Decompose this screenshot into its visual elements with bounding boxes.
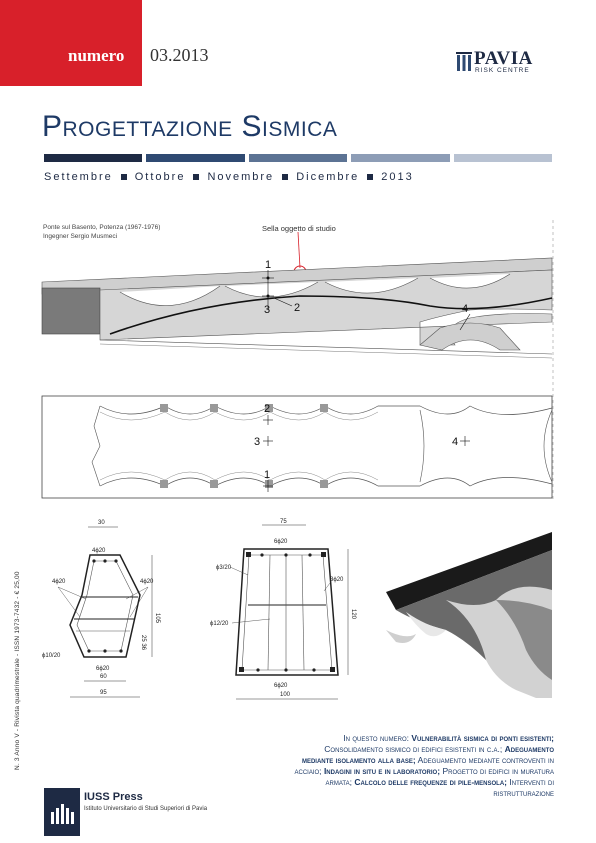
marker-label: 4 bbox=[452, 436, 459, 448]
dim-label: 105 bbox=[154, 613, 160, 624]
contents-item: Adeguamento mediante isolamento alla base; bbox=[301, 744, 554, 765]
stirrup-label: ϕ10/20 bbox=[42, 653, 61, 659]
square-separator-icon bbox=[367, 174, 373, 180]
dim-label: 60 bbox=[100, 674, 107, 680]
contents-item: Indagini in situ e in laboratorio; bbox=[323, 766, 441, 776]
issue-contents bbox=[292, 733, 554, 799]
stirrup-label: ϕ12/20 bbox=[210, 621, 229, 627]
rebar-label: 6ϕ20 bbox=[274, 539, 288, 545]
iuss-bars-icon bbox=[44, 788, 80, 836]
stripe bbox=[351, 154, 449, 162]
square-separator-icon bbox=[282, 174, 288, 180]
contents-item: Adeguamento mediante controventi in acciaio; bbox=[294, 755, 554, 776]
month: Settembre bbox=[44, 171, 113, 183]
year: 2013 bbox=[381, 171, 414, 183]
caption-line: Ponte sul Basento, Potenza (1967-1976) bbox=[43, 224, 161, 231]
bridge-3d-render bbox=[386, 530, 552, 700]
rebar-label: 4ϕ20 bbox=[92, 548, 106, 554]
dim-label: 30 bbox=[98, 520, 105, 526]
issn-price-vertical: N. 3 Anno V - Rivista quadrimestrale - ISSN 1973-7432 - € 25,00 bbox=[14, 571, 21, 770]
month: Ottobre bbox=[134, 171, 186, 183]
logo-subtitle: RISK CENTRE bbox=[475, 67, 530, 74]
contents-item: Interventi di ristrutturazione bbox=[493, 777, 554, 798]
columns-icon bbox=[456, 52, 472, 72]
stripe bbox=[249, 154, 347, 162]
header-red-block bbox=[0, 0, 142, 86]
stripe bbox=[44, 154, 142, 162]
contents-item: Vulnerabilità sismica di ponti esistenti; bbox=[411, 733, 554, 743]
rebar-label: 6ϕ20 bbox=[96, 666, 110, 672]
stripe bbox=[454, 154, 552, 162]
pavia-risk-centre-logo bbox=[456, 50, 546, 76]
title-word-1: Progettazione bbox=[42, 110, 233, 143]
bridge-technical-drawing bbox=[0, 210, 596, 510]
title-color-stripes bbox=[44, 154, 552, 162]
dim-label: 95 bbox=[100, 690, 107, 696]
callout-label: Sella oggetto di studio bbox=[262, 224, 336, 233]
contents-item: Consolidamento sismico di edifici esistenti in c.a.; bbox=[324, 744, 503, 754]
title-word-2: Sismica bbox=[241, 110, 338, 143]
caption-line: Ingegner Sergio Musmeci bbox=[43, 233, 118, 240]
issue-label: numero bbox=[68, 46, 125, 65]
contents-item: Calcolo delle frequenze di pile-mensola; bbox=[354, 777, 507, 787]
rebar-label: 4ϕ20 bbox=[52, 579, 66, 585]
press-subtitle: Istituto Universitario di Studi Superiori di Pavia bbox=[84, 806, 208, 812]
stripe bbox=[146, 154, 244, 162]
marker-label: 4 bbox=[462, 303, 469, 315]
issue-months bbox=[44, 171, 554, 183]
contents-intro: In questo numero: bbox=[343, 733, 409, 743]
rebar-label: 4ϕ20 bbox=[140, 579, 154, 585]
rebar-label: 6ϕ20 bbox=[274, 683, 288, 689]
iuss-logo bbox=[44, 788, 80, 836]
marker-label: 1 bbox=[265, 259, 272, 271]
marker-label: 2 bbox=[264, 403, 271, 415]
month: Novembre bbox=[207, 171, 275, 183]
month: Dicembre bbox=[296, 171, 360, 183]
magazine-title bbox=[42, 110, 562, 144]
marker-label: 1 bbox=[264, 469, 271, 481]
stirrup-label: ϕ3/20 bbox=[216, 565, 232, 571]
rebar-label: 3ϕ20 bbox=[330, 577, 344, 583]
press-name: IUSS Press bbox=[84, 791, 143, 803]
marker-label: 2 bbox=[294, 302, 301, 314]
dim-label: 100 bbox=[280, 692, 291, 698]
square-separator-icon bbox=[121, 174, 127, 180]
cross-section-drawings bbox=[30, 515, 380, 715]
dim-label: 120 bbox=[350, 609, 356, 620]
contents-item: Progetto di edifici in muratura armata; bbox=[325, 766, 554, 787]
square-separator-icon bbox=[193, 174, 199, 180]
dim-label: 25 36 bbox=[140, 635, 146, 651]
issue-number: 03.2013 bbox=[150, 45, 209, 65]
dim-label: 75 bbox=[280, 519, 287, 525]
marker-label: 3 bbox=[254, 436, 261, 448]
marker-label: 3 bbox=[264, 304, 271, 316]
logo-name: PAVIA bbox=[474, 48, 533, 69]
